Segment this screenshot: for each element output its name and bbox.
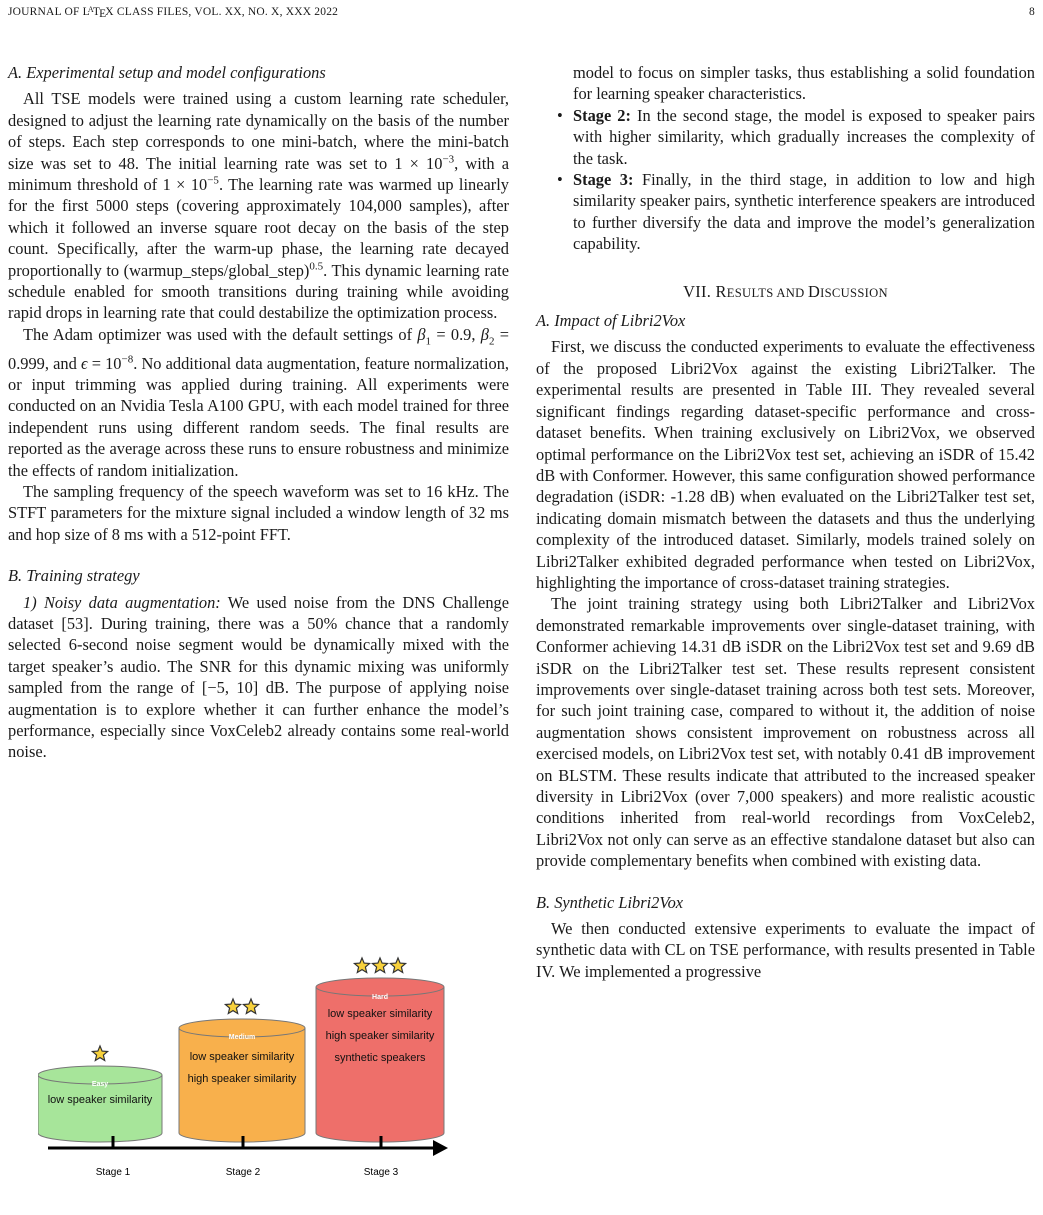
stage2-item: • Stage 2: In the second stage, the model is exposed to speaker pairs with higher similarity, which gradually increases the complexity of the task. (536, 105, 1035, 169)
stage-label-1: Stage 1 (95, 1167, 131, 1178)
stage3-item: • Stage 3: Finally, in the third stage, in addition to low and high similarity speaker pairs, synthetic interference speakers are introduced to further diversify the data and improve the model’s generalization capability. (536, 169, 1035, 255)
hard-title: Hard (372, 994, 388, 1001)
right-column (536, 62, 1035, 982)
hard-row-1: high speaker similarity (325, 1030, 435, 1042)
section-heading-impact: A. Impact of Libri2Vox (536, 311, 686, 331)
paragraph-adam-optimizer: The Adam optimizer was used with the default settings of $\beta_1 = 0.9$, $\beta_2 = 0.999$, and $\epsilon = 10^{-8}$. No additional data augmentation, feature normalization, or input trimming was applied during training. All experiments were conducted on an Nvidia Tesla A100 GPU, with each model trained for three independent runs using different random seeds. The final results are reported as the average across these runs to ensure robustness and minimize the effects of random initialization. (8, 324, 509, 480)
cylinder-layer (38, 958, 444, 1142)
medium-row-1: high speaker similarity (187, 1073, 297, 1085)
stage-label-3: Stage 3 (363, 1167, 399, 1178)
section-heading-results: VII. RESULTS AND DISCUSSION (683, 281, 888, 301)
stage1-continuation: model to focus on simpler tasks, thus establishing a solid foundation for learning speaker characteristics. (573, 63, 1035, 104)
easy-star-icon (92, 1046, 107, 1061)
medium-cylinder-body (179, 1028, 305, 1142)
paragraph-learning-rate: All TSE models were trained using a custom learning rate scheduler, designed to adjust the learning rate dynamically on the basis of the number of steps. Each step corresponds to one mini-batch, where the mini-batch size was set to 48. The initial learning rate was set to $1 \times 10^{-3}$, with a minimum threshold of $1 \times 10^{-5}$. The learning rate was warmed up linearly for the first 5000 steps (covering approximately 104,000 samples), after which it followed an inverse square root decay on the basis of the step count. Specifically, after the warm-up phase, the learning rate decayed proportionally to (warmup_steps/global_step)$^{0.5}$. This dynamic learning rate schedule enabled for smooth transitions during training while avoiding rapid drops in learning rate that could destabilize the optimization process. (8, 89, 509, 323)
paragraph-synthetic: We then conducted extensive experiments to evaluate the impact of synthetic data with CL on TSE performance, with results presented in Table IV. We implemented a progressive (536, 919, 1035, 981)
paragraph-noise-augmentation: 1) Noisy data augmentation: We used noise from the DNS Challenge dataset [53]. During training, there was a 50% chance that a randomly selected 6-second noise segment would be dynamically mixed with the target speaker’s audio. The SNR for this dynamic mixing was uniformly sampled from the range of [−5, 10] dB. The purpose of applying noise augmentation is to explore whether it can further enhance the model’s performance, especially since VoxCeleb2 already contains some real-world noise. (8, 592, 509, 762)
medium-row-0: low speaker similarity (189, 1051, 295, 1063)
section-heading-training-strategy: B. Training strategy (8, 566, 140, 586)
page-number: 8 (1029, 6, 1035, 18)
hard-star-icon (354, 958, 369, 973)
hard-row-0: low speaker similarity (327, 1008, 433, 1020)
journal-title: JOURNAL OF $L^ATEX$ CLASS FILES, VOL. XX, NO. X, XXX 2022 (8, 5, 339, 20)
hard-star-icon (390, 958, 405, 973)
paragraph-impact-1: First, we discuss the conducted experiments to evaluate the effectiveness of the proposed Libri2Vox against the existing Libri2Talker. The experimental results are presented in Table III. They revealed several significant findings regarding dataset-specific performance and cross-dataset benefits. When training exclusively on Libri2Vox, we observed optimal performance on the Libri2Vox test set, achieving an iSDR of 15.42 dB with Conformer. However, this same configuration showed performance degradation (iSDR: -1.28 dB) when evaluated on the Libri2Talker test set, indicating domain mismatch between the datasets and thus the underlying complexity of the introduced dataset. Similarly, models trained solely on Libri2Talker exhibited degraded performance when tested on Libri2Vox, highlighting the importance of cross-dataset training strategies. (536, 337, 1035, 592)
hard-row-2: synthetic speakers (334, 1052, 426, 1064)
hard-star-icon (372, 958, 387, 973)
easy-title: Easy (91, 1081, 109, 1088)
timeline-arrowhead (433, 1140, 448, 1156)
left-column (8, 62, 509, 763)
easy-row-0: low speaker similarity (47, 1094, 153, 1106)
stage-list (536, 62, 1035, 255)
medium-title: Medium (228, 1034, 256, 1041)
paragraph-lead: 1) Noisy data augmentation: (23, 592, 221, 612)
section-heading-experimental-setup: A. Experimental setup and model configurations (8, 63, 326, 82)
medium-star-icon (225, 999, 240, 1014)
curriculum-stages-figure (38, 755, 458, 1215)
stage-label-2: Stage 2 (225, 1167, 261, 1178)
medium-star-icon (243, 999, 258, 1014)
paragraph-impact-2: The joint training strategy using both Libri2Talker and Libri2Vox demonstrated remarkable improvements over single-dataset training, with Conformer achieving 14.31 dB iSDR on the Libri2Vox test set and 9.69 dB iSDR on the Libri2Talker test set. These results represent consistent improvements over single-dataset training across both test sets. Moreover, for such joint training case, compared to without it, the addition of noise augmentation shows consistent improvement on robustness across all exercised models, on Libri2Vox test set, with notably 0.41 dB improvement on BLSTM. These results indicate that attributed to the increased speaker diversity in Libri2Vox (over 7,000 speakers) and more realistic acoustic conditions inherited from real-world recordings from VoxCeleb2, Libri2Vox not only can serve as an effective standalone dataset but also can provide complementary benefits when combined with existing data. (536, 594, 1035, 871)
page-header (8, 2, 1035, 22)
section-heading-synthetic: B. Synthetic Libri2Vox (536, 892, 684, 912)
paragraph-sampling: The sampling frequency of the speech waveform was set to 16 kHz. The STFT parameters for the mixture signal included a window length of 32 ms and hop size of 8 ms with a 512-point FFT. (8, 482, 509, 544)
